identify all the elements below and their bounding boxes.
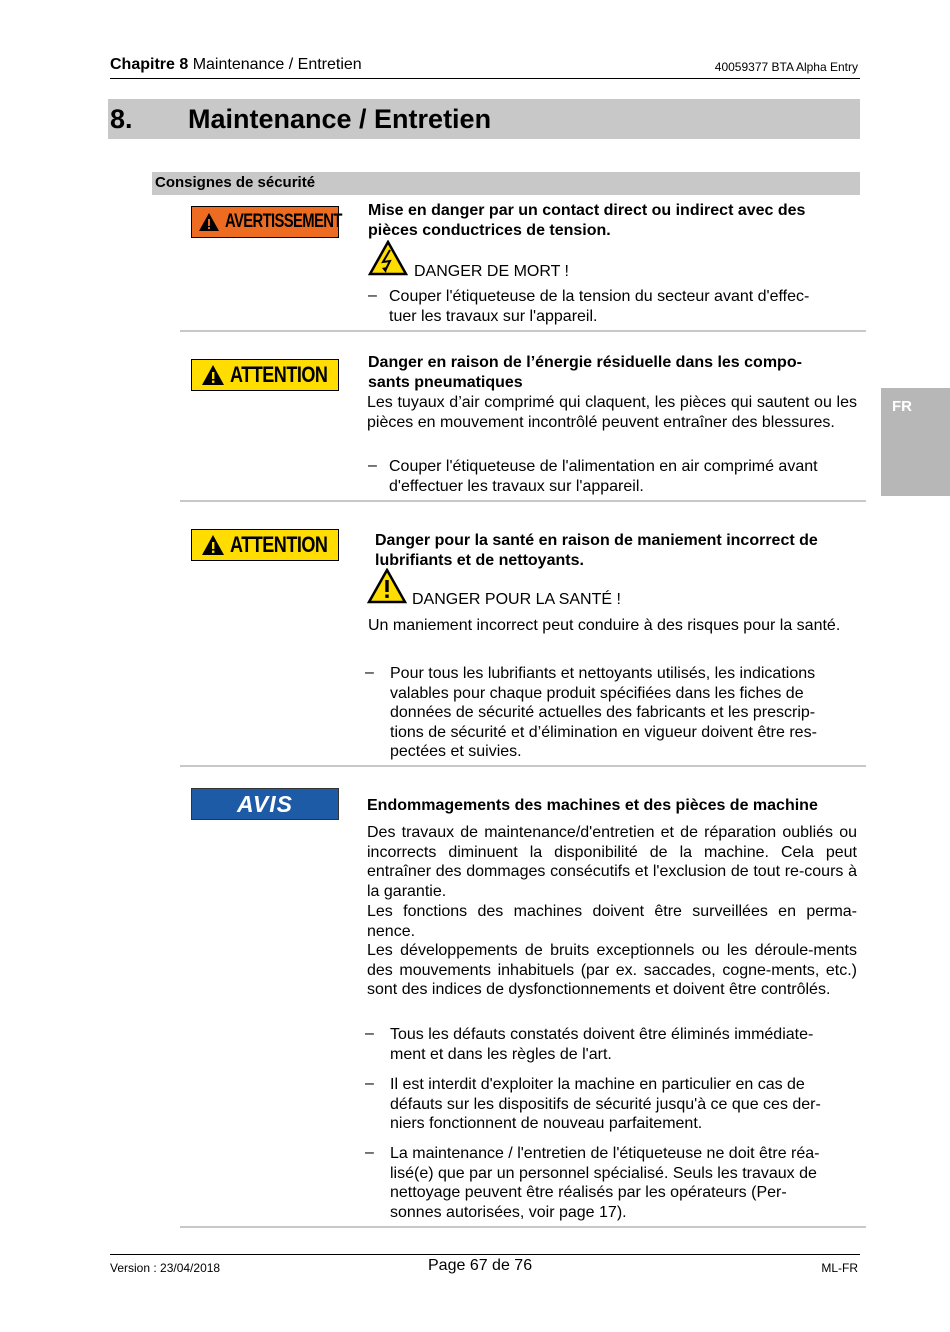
block1-hazard-text: DANGER DE MORT ! (414, 263, 569, 280)
block-separator (180, 500, 866, 502)
notice-sign-label: AVIS (237, 790, 293, 817)
block4-instruction-2 (390, 1075, 821, 1134)
instruction-line: ment et dans les règles de l'art. (390, 1045, 612, 1063)
health-hazard-icon (367, 568, 407, 604)
instruction-line: Il est interdit d'exploiter la machine en particulier en cas de (390, 1076, 805, 1093)
language-tab-label: FR (892, 398, 912, 415)
instruction-line: Pour tous les lubrifiants et nettoyants utilisés, les indications (390, 665, 816, 682)
bullet-dash: – (368, 287, 377, 304)
warning-sign (191, 206, 342, 238)
instruction-line: Couper l'étiqueteuse de la tension du secteur avant d'effec- (389, 288, 810, 305)
block-separator (180, 1226, 866, 1228)
instruction-line: nettoyage peuvent être réalisés par les opérateurs (Per- (390, 1184, 787, 1202)
bullet-dash: – (365, 1144, 374, 1161)
block3-hazard-text: DANGER POUR LA SANTÉ ! (412, 591, 621, 608)
page-title: Maintenance / Entretien (188, 104, 492, 134)
attention-sign-label: ATTENTION (229, 532, 327, 557)
chapter-title: Maintenance / Entretien (192, 56, 362, 73)
block2-text: Les tuyaux d’air comprimé qui claquent, les pièces qui sautent ou les pièces en mouvement incontrôlé peuvent entraîner des blessures. (367, 394, 857, 431)
document-reference: 40059377 BTA Alpha Entry (714, 60, 858, 74)
warning-triangle-icon (201, 534, 225, 556)
instruction-line: d'effectuer les travaux sur l'appareil. (389, 477, 644, 495)
section-number: 8. (110, 104, 133, 134)
block3-text: Un maniement incorrect peut conduire à des risques pour la santé. (368, 617, 841, 634)
instruction-line: sonnes autorisées, voir page 17). (390, 1203, 627, 1221)
instruction-line: niers fonctionnent de nouveau parfaitement. (390, 1115, 703, 1133)
instruction-line: Couper l'étiqueteuse de l'alimentation en air comprimé avant (389, 458, 818, 475)
block4-text-1: Des travaux de maintenance/d'entretien et de réparation oubliés ou incorrects diminuent la disponibilité de la machine. Cela peut entraîner des dommages consécutifs et l'exclusion de tout re-cours à la garantie. (367, 824, 857, 900)
instruction-line: tions de sécurité et d’élimination en vigueur doivent être res- (390, 723, 817, 741)
block1-instruction (389, 287, 809, 326)
attention-sign-label: ATTENTION (229, 362, 327, 387)
bullet-dash: – (365, 1075, 374, 1092)
block4-text-2: Les fonctions des machines doivent être surveillées en perma-nence. (367, 903, 857, 940)
warning-sign-label: AVERTISSEMENT (224, 211, 342, 232)
bullet-dash: – (365, 1025, 374, 1042)
block1-heading-line: pièces conductrices de tension. (368, 222, 611, 239)
block4-instruction-3 (390, 1144, 820, 1222)
block2-instruction (389, 457, 818, 496)
header-rule (110, 78, 860, 79)
chapter-number: Chapitre 8 (110, 56, 189, 73)
block-separator (180, 330, 866, 332)
block3-heading-line: Danger pour la santé en raison de maniement incorrect de (375, 532, 818, 549)
block1-heading-line: Mise en danger par un contact direct ou indirect avec des (368, 202, 806, 219)
block4-instruction-1 (390, 1025, 813, 1064)
notice-sign (191, 788, 339, 820)
warning-triangle-icon (201, 364, 225, 386)
bullet-dash: – (365, 664, 374, 681)
bullet-dash: – (368, 457, 377, 474)
warning-triangle-icon (198, 212, 220, 232)
page-number: Page 67 de 76 (428, 1257, 533, 1274)
instruction-line: défauts sur les dispositifs de sécurité jusqu'à ce que ces der- (390, 1095, 821, 1113)
footer-rule (110, 1254, 860, 1255)
instruction-line: Tous les défauts constatés doivent être éliminés immédiate- (390, 1026, 814, 1043)
chapter-header (110, 56, 362, 74)
instruction-line: La maintenance / l'entretien de l'étiqueteuse ne doit être réa- (390, 1145, 820, 1162)
block2-heading (368, 353, 858, 393)
instruction-line: données de sécurité actuelles des fabricants et les prescrip- (390, 704, 816, 722)
instruction-line: valables pour chaque produit spécifiées dans les fiches de (390, 684, 804, 702)
attention-sign (191, 359, 339, 391)
attention-sign (191, 529, 339, 561)
footer-version: Version : 23/04/2018 (110, 1261, 221, 1275)
instruction-line: pectées et suivies. (390, 743, 522, 761)
block2-heading-line: Danger en raison de l’énergie résiduelle dans les compo- (368, 354, 802, 371)
block4-text-3: Les développements de bruits exceptionnels ou les déroule-ments des mouvements inhabituels (par ex. saccades, cogne-ments, etc.) sont des indices de dysfonctionnements et doivent être contrôlés. (367, 942, 857, 999)
block3-heading (375, 531, 865, 571)
instruction-line: lisé(e) que par un personnel spécialisé. Seuls les travaux de (390, 1164, 817, 1182)
block-separator (180, 765, 866, 767)
subsection-heading: Consignes de sécurité (155, 174, 316, 191)
block3-heading-line: lubrifiants et de nettoyants. (375, 552, 584, 569)
instruction-line: tuer les travaux sur l'appareil. (389, 307, 598, 325)
footer-language-code: ML-FR (821, 1261, 858, 1275)
electrical-hazard-icon (368, 240, 408, 276)
block4-heading: Endommagements des machines et des pièces de machine (367, 797, 818, 814)
block3-instruction (390, 664, 817, 762)
block2-heading-line: sants pneumatiques (368, 374, 523, 391)
block1-heading (368, 201, 858, 241)
